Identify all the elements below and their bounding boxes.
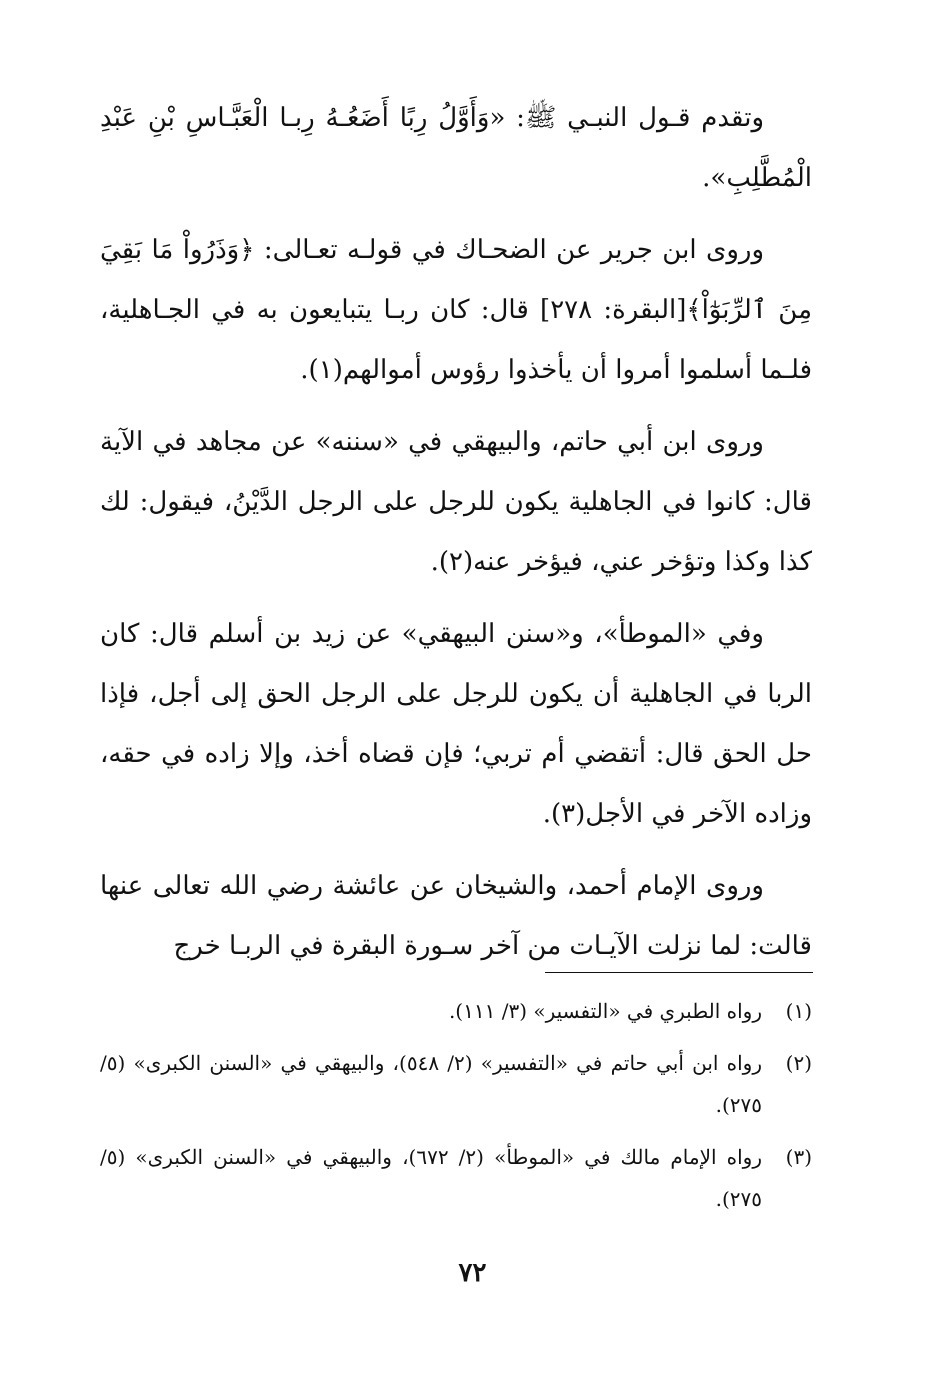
footnote-text: رواه ابن أبي حاتم في «التفسير» (٢/ ٥٤٨)، والبيهقي في «السنن الكبرى» (٥/ ٢٧٥). — [100, 1051, 762, 1117]
footnote-3 — [100, 1136, 812, 1220]
paragraph-5: وروى الإمام أحمد، والشيخان عن عائشة رضي الله تعالى عنها قالت: لما نزلت الآيـات من آخر سـورة البقرة في الربـا خرج — [100, 871, 812, 961]
footnotes — [100, 990, 812, 1230]
footnote-2 — [100, 1042, 812, 1126]
paragraph-2: وروى ابن جرير عن الضحـاك في قولـه تعـالى: ﴿وَذَرُواْ مَا بَقِيَ مِنَ ٱلرِّبَوٰٓاْ﴾[البقرة: ٢٧٨] قال: كان ربـا يتبايعون به في الجـاهلية، فلـما أسلموا أمروا أن يأخذوا رؤوس أموالهم(١). — [100, 235, 813, 385]
paragraph-3: وروى ابن أبي حاتم، والبيهقي في «سننه» عن مجاهد في الآية قال: كانوا في الجاهلية يكون للرجل على الرجل الدَّيْنُ، فيقول: لك كذا وكذا وتؤخر عني، فيؤخر عنه(٢). — [100, 427, 812, 577]
footnote-1 — [100, 990, 812, 1032]
footnote-number: (١) — [785, 999, 812, 1023]
paragraph-4: وفي «الموطأ»، و«سنن البيهقي» عن زيد بن أسلم قال: كان الربا في الجاهلية أن يكون للرجل على الرجل الحق إلى أجل، فإذا حل الحق قال: أتقضي أم تربي؛ فإن قضاه أخذ، وإلا زاده في حقه، وزاده الآخر في الأجل(٣). — [100, 619, 812, 829]
main-text — [100, 88, 812, 988]
footnote-number: (٣) — [785, 1145, 812, 1169]
footnote-text: رواه الطبري في «التفسير» (٣/ ١١١). — [448, 999, 762, 1023]
footnote-text: رواه الإمام مالك في «الموطأ» (٢/ ٦٧٢)، والبيهقي في «السنن الكبرى» (٥/ ٢٧٥). — [100, 1145, 763, 1211]
page-number: ٧٢ — [458, 1258, 487, 1288]
footnote-number: (٢) — [785, 1051, 812, 1075]
paragraph-1: وتقدم قـول النبـي ﷺ: «وَأَوَّلُ رِبًا أَضَعُـهُ رِبـا الْعَبَّـاسِ بْنِ عَبْدِ الْمُطَّلِبِ». — [100, 103, 812, 193]
footnote-divider — [545, 972, 813, 973]
